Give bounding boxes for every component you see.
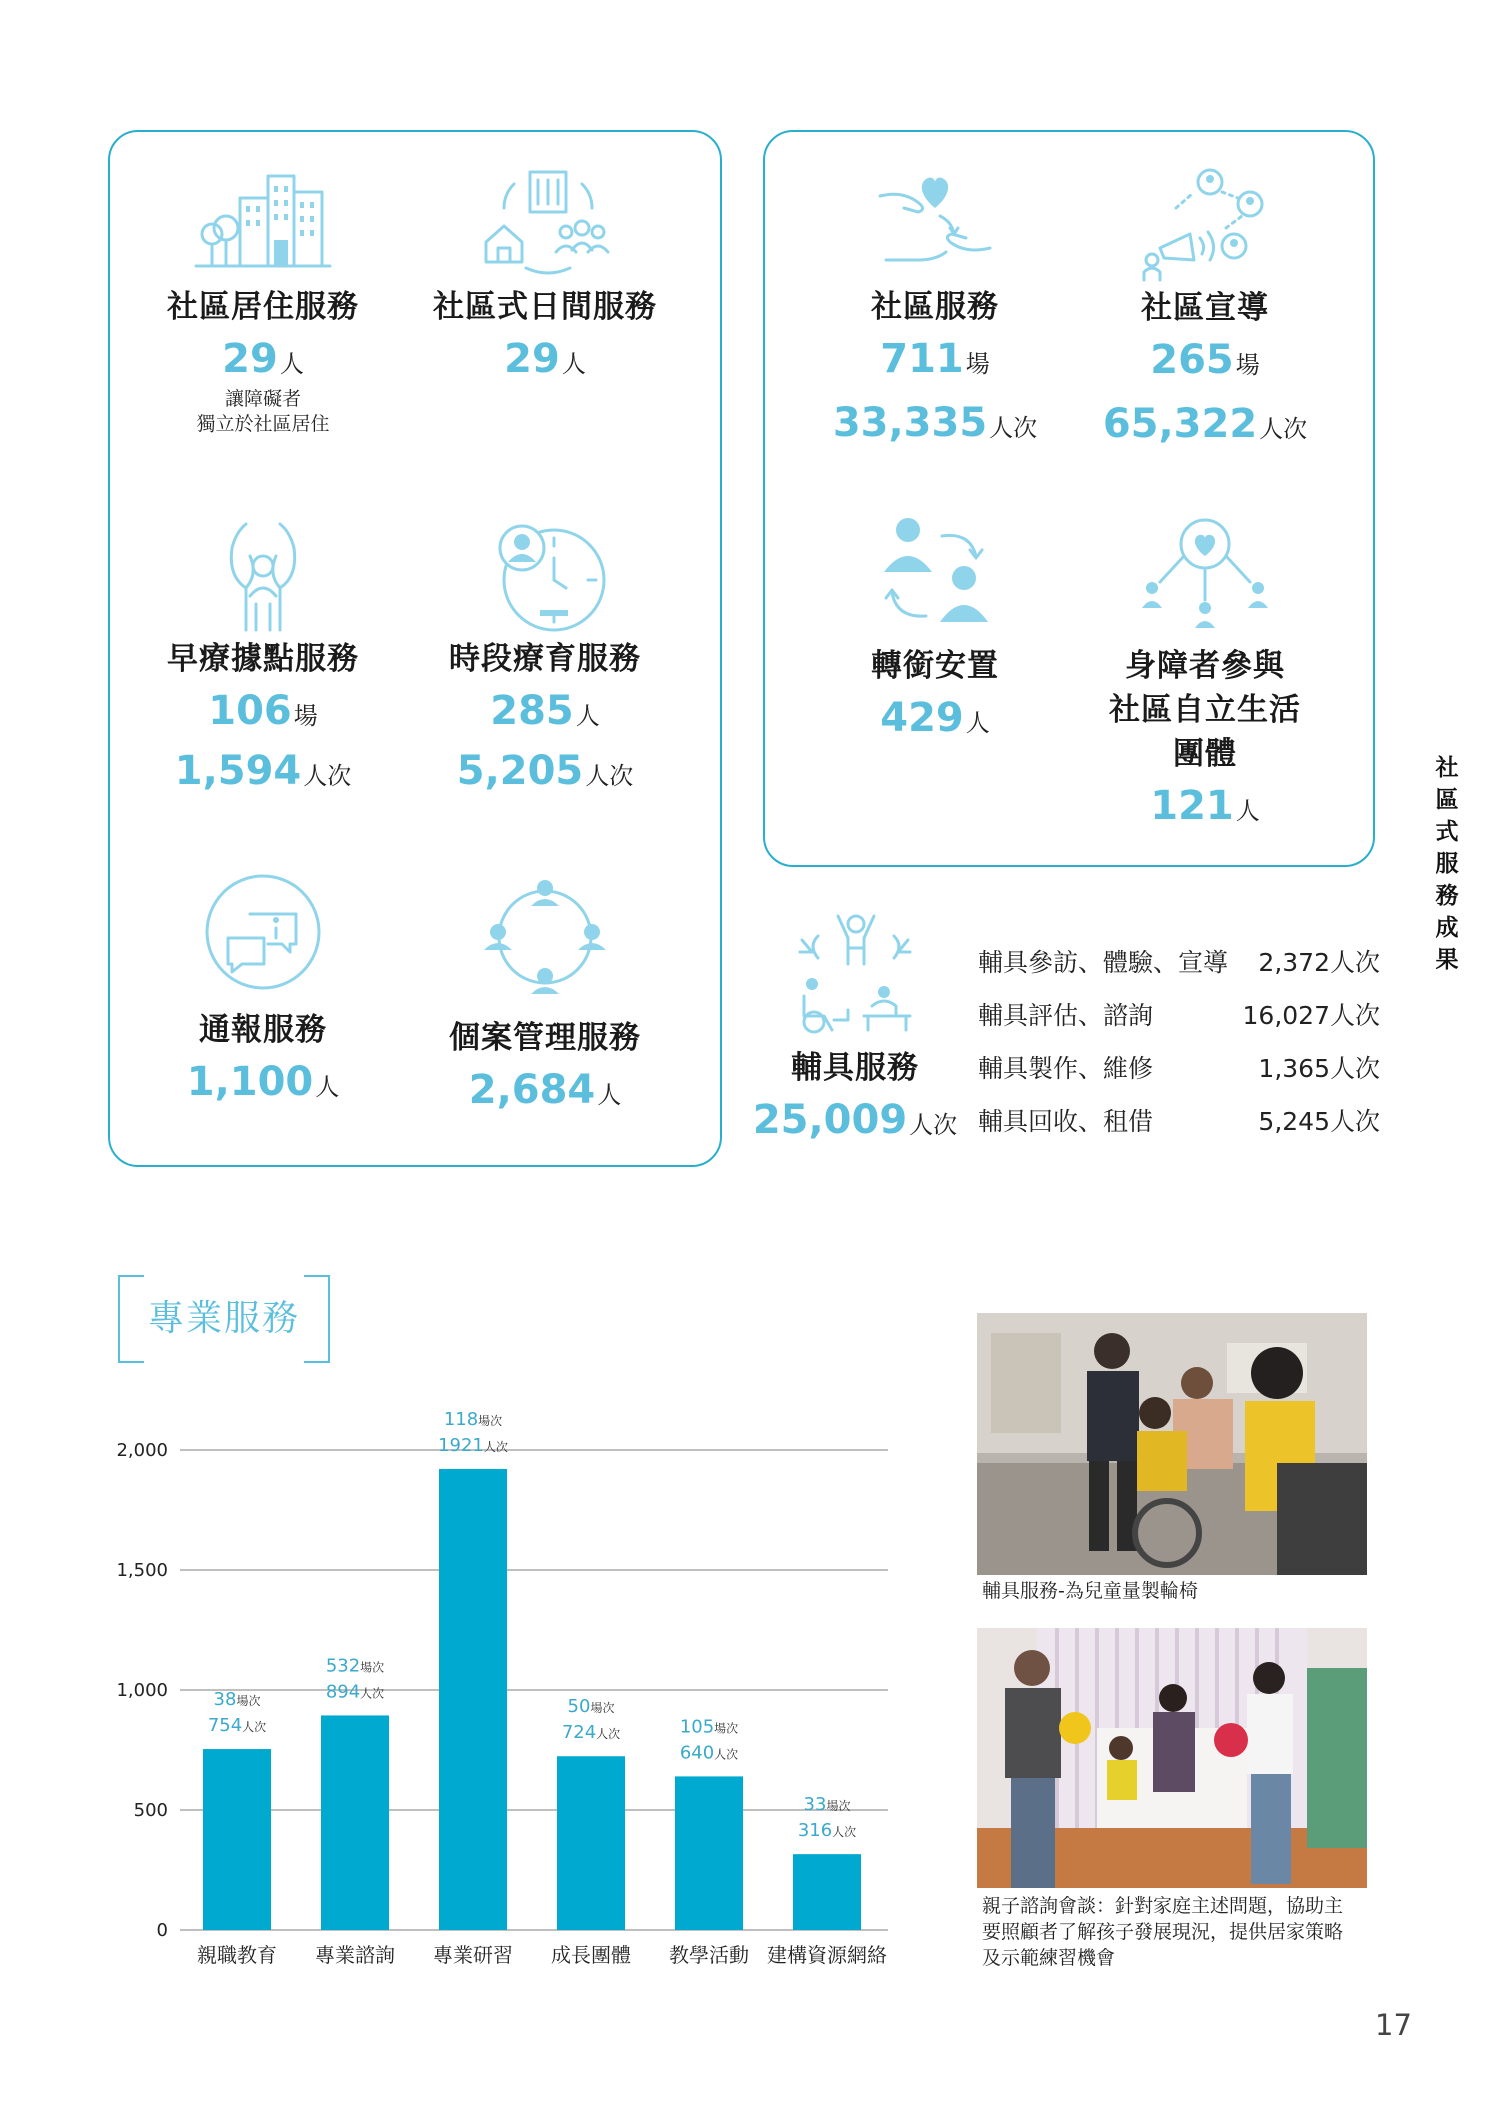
bar [321, 1715, 389, 1930]
x-tick-label: 建構資源網絡 [767, 1943, 887, 1967]
service-title: 個案管理服務 [449, 1020, 641, 1056]
data-label-sessions: 33場次 [803, 1794, 851, 1816]
data-label-sessions: 118場次 [443, 1408, 503, 1430]
x-tick-label: 成長團體 [551, 1943, 631, 1967]
x-tick-label: 親職教育 [197, 1943, 277, 1967]
row-label: 輔具評估、諮詢 [978, 1001, 1154, 1030]
clock-person-icon [470, 518, 620, 633]
service-community-day [410, 168, 680, 397]
service-title: 社區服務 [871, 289, 999, 325]
service-early-intervention-site [128, 518, 398, 809]
stat-line: 1,594人次 [174, 748, 352, 794]
stat-line: 265場 [1150, 337, 1260, 383]
service-community-living [128, 168, 398, 437]
info-chat-bubbles-icon [188, 872, 338, 994]
service-title-line: 社區自立生活 [1109, 692, 1301, 728]
heart-group-icon [1130, 516, 1280, 634]
bar [793, 1854, 861, 1930]
professional-services-bar-chart [116, 1408, 908, 1980]
stat-line: 106場 [208, 688, 318, 734]
megaphone-people-icon [1130, 168, 1280, 286]
y-tick-label: 1,500 [116, 1560, 168, 1581]
service-timed-therapy [410, 518, 680, 809]
assistive-row [978, 1042, 1380, 1096]
service-reporting [128, 872, 398, 1120]
day-service-cycle-icon [470, 168, 620, 273]
assistive-row [978, 989, 1380, 1043]
data-label-value: 894人次 [325, 1681, 385, 1703]
service-title: 通報服務 [199, 1012, 327, 1048]
x-tick-label: 教學活動 [669, 1943, 749, 1967]
y-tick-label: 1,000 [116, 1680, 168, 1701]
photo-wheelchair-fitting [977, 1313, 1367, 1575]
bar [675, 1776, 743, 1930]
bar [203, 1749, 271, 1930]
row-value: 1,365人次 [1258, 1054, 1380, 1083]
stat-line: 33,335人次 [832, 400, 1038, 446]
service-transition-placement [800, 516, 1070, 756]
row-label: 輔具回收、租借 [978, 1107, 1154, 1136]
service-title: 轉銜安置 [871, 648, 999, 684]
heart-hands-icon [860, 168, 1010, 273]
service-title: 時段療育服務 [449, 641, 641, 677]
caring-hands-icon [188, 518, 338, 633]
stat-line: 121人 [1150, 783, 1260, 829]
stat-line: 65,322人次 [1102, 401, 1308, 447]
row-label: 輔具參訪、體驗、宣導 [978, 948, 1229, 977]
photo-caption: 親子諮詢會談：針對家庭主述問題，協助主 [982, 1895, 1344, 1917]
service-case-management [410, 872, 680, 1128]
data-label-value: 724人次 [561, 1722, 621, 1744]
assistive-row [978, 936, 1380, 990]
row-value: 2,372人次 [1258, 948, 1380, 977]
service-title: 社區居住服務 [167, 289, 359, 325]
data-label-sessions: 105場次 [679, 1716, 739, 1738]
service-title: 社區式日間服務 [433, 289, 657, 325]
row-label: 輔具製作、維修 [978, 1054, 1154, 1083]
service-title: 社區宣導 [1141, 290, 1269, 326]
chapter-side-label: 社 區 式 服 務 成 果 [1435, 755, 1459, 973]
row-value: 5,245人次 [1258, 1107, 1380, 1136]
data-label-value: 754人次 [207, 1715, 267, 1737]
service-note: 獨立於社區居住 [196, 413, 330, 435]
service-community [800, 168, 1070, 461]
stat-line: 285人 [490, 688, 600, 734]
assistive-row [978, 1095, 1380, 1149]
stat-line: 429人 [880, 695, 990, 741]
bar [557, 1756, 625, 1930]
stat-line: 2,684人 [468, 1067, 622, 1113]
x-tick-label: 專業諮詢 [315, 1943, 395, 1967]
data-label-sessions: 38場次 [213, 1689, 261, 1711]
photo-caption: 及示範練習機會 [982, 1947, 1116, 1969]
data-label-value: 316人次 [797, 1820, 857, 1842]
data-label-sessions: 50場次 [567, 1696, 615, 1718]
photo-caption: 要照顧者了解孩子發展現況，提供居家策略 [982, 1921, 1344, 1943]
photo-caption: 輔具服務-為兒童量製輪椅 [982, 1580, 1198, 1602]
stat-line: 25,009人次 [752, 1097, 958, 1143]
y-tick-label: 0 [156, 1920, 168, 1941]
service-title: 早療據點服務 [167, 641, 359, 677]
service-title-line: 身障者參與 [1125, 648, 1285, 684]
service-community-advocacy [1070, 168, 1340, 462]
people-network-icon [470, 872, 620, 1002]
bar [439, 1469, 507, 1930]
service-title-line: 團體 [1173, 736, 1237, 772]
stat-line: 1,100人 [186, 1059, 340, 1105]
wheelchair-assist-icon [790, 912, 920, 1036]
service-independent-living-group [1070, 516, 1340, 844]
city-buildings-icon [188, 168, 338, 273]
row-value: 16,027人次 [1242, 1001, 1380, 1030]
service-title: 輔具服務 [791, 1050, 919, 1086]
stat-line: 29人 [222, 336, 304, 382]
person-transfer-icon [860, 516, 1010, 634]
section-title: 專業服務 [118, 1275, 330, 1363]
stat-line: 711場 [880, 336, 990, 382]
data-label-value: 640人次 [679, 1742, 739, 1764]
stat-line: 5,205人次 [456, 748, 634, 794]
stat-line: 29人 [504, 336, 586, 382]
y-tick-label: 500 [133, 1800, 168, 1821]
data-label-value: 1921人次 [438, 1434, 508, 1456]
service-note: 讓障礙者 [224, 388, 301, 410]
data-label-sessions: 532場次 [325, 1655, 385, 1677]
y-tick-label: 2,000 [116, 1440, 168, 1461]
service-assistive-devices [750, 912, 960, 1158]
page-number: 17 [1375, 2008, 1412, 2042]
x-tick-label: 專業研習 [433, 1943, 513, 1967]
photo-parent-consultation [977, 1628, 1367, 1888]
